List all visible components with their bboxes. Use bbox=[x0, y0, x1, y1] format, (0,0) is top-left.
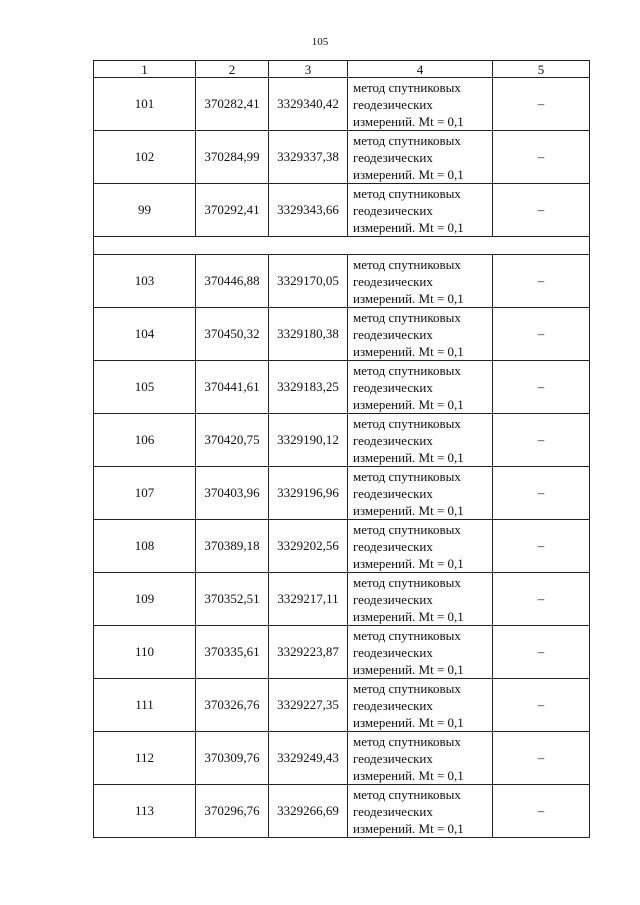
y-coordinate-cell: 3329223,87 bbox=[269, 626, 348, 679]
table-row bbox=[94, 308, 590, 361]
method-cell bbox=[348, 467, 493, 520]
method-cell bbox=[348, 785, 493, 838]
method-line-2: геодезических bbox=[353, 485, 433, 501]
method-line-3: измерений. Mt = 0,1 bbox=[353, 555, 464, 571]
x-coordinate-cell: 370441,61 bbox=[196, 361, 269, 414]
method-cell bbox=[348, 626, 493, 679]
method-line-3: измерений. Mt = 0,1 bbox=[353, 608, 464, 624]
point-id-cell: 110 bbox=[94, 626, 196, 679]
point-id-cell: 109 bbox=[94, 573, 196, 626]
group-separator-cell bbox=[94, 237, 590, 255]
point-id-cell: 99 bbox=[94, 184, 196, 237]
page-number: 105 bbox=[311, 36, 329, 48]
method-cell bbox=[348, 255, 493, 308]
x-coordinate-cell: 370352,51 bbox=[196, 573, 269, 626]
method-line-1: метод спутниковых bbox=[353, 733, 461, 749]
method-line-3: измерений. Mt = 0,1 bbox=[353, 714, 464, 730]
table-row bbox=[94, 679, 590, 732]
method-line-3: измерений. Mt = 0,1 bbox=[353, 767, 464, 783]
method-cell bbox=[348, 414, 493, 467]
table-row bbox=[94, 361, 590, 414]
method-line-1: метод спутниковых bbox=[353, 521, 461, 537]
column-header-1: 1 bbox=[94, 61, 196, 78]
method-line-2: геодезических bbox=[353, 273, 433, 289]
y-coordinate-cell: 3329340,42 bbox=[269, 78, 348, 131]
method-line-1: метод спутниковых bbox=[353, 309, 461, 325]
y-coordinate-cell: 3329343,66 bbox=[269, 184, 348, 237]
x-coordinate-cell: 370296,76 bbox=[196, 785, 269, 838]
x-coordinate-cell: 370282,41 bbox=[196, 78, 269, 131]
table-row bbox=[94, 573, 590, 626]
point-id-cell: 112 bbox=[94, 732, 196, 785]
table-row bbox=[94, 732, 590, 785]
method-line-2: геодезических bbox=[353, 538, 433, 554]
method-line-2: геодезических bbox=[353, 326, 433, 342]
method-line-2: геодезических bbox=[353, 379, 433, 395]
table-row bbox=[94, 520, 590, 573]
note-cell: – bbox=[493, 308, 590, 361]
method-line-1: метод спутниковых bbox=[353, 468, 461, 484]
x-coordinate-cell: 370335,61 bbox=[196, 626, 269, 679]
method-line-1: метод спутниковых bbox=[353, 680, 461, 696]
method-line-2: геодезических bbox=[353, 644, 433, 660]
x-coordinate-cell: 370326,76 bbox=[196, 679, 269, 732]
x-coordinate-cell: 370403,96 bbox=[196, 467, 269, 520]
method-cell bbox=[348, 361, 493, 414]
coordinates-table bbox=[93, 60, 590, 838]
point-id-cell: 102 bbox=[94, 131, 196, 184]
method-line-3: измерений. Mt = 0,1 bbox=[353, 502, 464, 518]
method-line-1: метод спутниковых bbox=[353, 786, 461, 802]
x-coordinate-cell: 370292,41 bbox=[196, 184, 269, 237]
table-header-row bbox=[94, 61, 590, 78]
method-line-2: геодезических bbox=[353, 96, 433, 112]
method-cell bbox=[348, 78, 493, 131]
y-coordinate-cell: 3329190,12 bbox=[269, 414, 348, 467]
y-coordinate-cell: 3329196,96 bbox=[269, 467, 348, 520]
note-cell: – bbox=[493, 78, 590, 131]
x-coordinate-cell: 370446,88 bbox=[196, 255, 269, 308]
note-cell: – bbox=[493, 467, 590, 520]
y-coordinate-cell: 3329249,43 bbox=[269, 732, 348, 785]
table-row bbox=[94, 467, 590, 520]
point-id-cell: 105 bbox=[94, 361, 196, 414]
method-line-2: геодезических bbox=[353, 697, 433, 713]
method-line-3: измерений. Mt = 0,1 bbox=[353, 820, 464, 836]
y-coordinate-cell: 3329202,56 bbox=[269, 520, 348, 573]
note-cell: – bbox=[493, 732, 590, 785]
method-line-3: измерений. Mt = 0,1 bbox=[353, 219, 464, 235]
note-cell: – bbox=[493, 131, 590, 184]
y-coordinate-cell: 3329227,35 bbox=[269, 679, 348, 732]
method-cell bbox=[348, 308, 493, 361]
method-line-3: измерений. Mt = 0,1 bbox=[353, 661, 464, 677]
column-header-5: 5 bbox=[493, 61, 590, 78]
x-coordinate-cell: 370309,76 bbox=[196, 732, 269, 785]
method-line-2: геодезических bbox=[353, 149, 433, 165]
method-line-1: метод спутниковых bbox=[353, 185, 461, 201]
method-line-3: измерений. Mt = 0,1 bbox=[353, 343, 464, 359]
y-coordinate-cell: 3329183,25 bbox=[269, 361, 348, 414]
point-id-cell: 106 bbox=[94, 414, 196, 467]
note-cell: – bbox=[493, 361, 590, 414]
column-header-4: 4 bbox=[348, 61, 493, 78]
method-line-1: метод спутниковых bbox=[353, 256, 461, 272]
method-line-1: метод спутниковых bbox=[353, 627, 461, 643]
method-line-1: метод спутниковых bbox=[353, 132, 461, 148]
method-line-2: геодезических bbox=[353, 591, 433, 607]
note-cell: – bbox=[493, 414, 590, 467]
x-coordinate-cell: 370420,75 bbox=[196, 414, 269, 467]
table-row bbox=[94, 414, 590, 467]
x-coordinate-cell: 370389,18 bbox=[196, 520, 269, 573]
column-header-2: 2 bbox=[196, 61, 269, 78]
method-line-3: измерений. Mt = 0,1 bbox=[353, 449, 464, 465]
method-cell bbox=[348, 679, 493, 732]
group-separator-row bbox=[94, 237, 590, 255]
note-cell: – bbox=[493, 785, 590, 838]
x-coordinate-cell: 370284,99 bbox=[196, 131, 269, 184]
method-line-1: метод спутниковых bbox=[353, 362, 461, 378]
table-row bbox=[94, 785, 590, 838]
note-cell: – bbox=[493, 255, 590, 308]
point-id-cell: 111 bbox=[94, 679, 196, 732]
table-row bbox=[94, 78, 590, 131]
y-coordinate-cell: 3329180,38 bbox=[269, 308, 348, 361]
table-row bbox=[94, 131, 590, 184]
method-line-2: геодезических bbox=[353, 432, 433, 448]
point-id-cell: 107 bbox=[94, 467, 196, 520]
method-line-3: измерений. Mt = 0,1 bbox=[353, 290, 464, 306]
method-cell bbox=[348, 520, 493, 573]
note-cell: – bbox=[493, 573, 590, 626]
note-cell: – bbox=[493, 679, 590, 732]
table-row bbox=[94, 626, 590, 679]
method-cell bbox=[348, 184, 493, 237]
method-line-2: геодезических bbox=[353, 750, 433, 766]
method-line-1: метод спутниковых bbox=[353, 415, 461, 431]
y-coordinate-cell: 3329217,11 bbox=[269, 573, 348, 626]
table-row bbox=[94, 184, 590, 237]
table-body bbox=[94, 78, 590, 838]
note-cell: – bbox=[493, 184, 590, 237]
column-header-3: 3 bbox=[269, 61, 348, 78]
point-id-cell: 113 bbox=[94, 785, 196, 838]
method-cell bbox=[348, 732, 493, 785]
table-row bbox=[94, 255, 590, 308]
y-coordinate-cell: 3329170,05 bbox=[269, 255, 348, 308]
method-line-1: метод спутниковых bbox=[353, 79, 461, 95]
method-cell bbox=[348, 573, 493, 626]
point-id-cell: 108 bbox=[94, 520, 196, 573]
method-line-3: измерений. Mt = 0,1 bbox=[353, 166, 464, 182]
x-coordinate-cell: 370450,32 bbox=[196, 308, 269, 361]
method-line-3: измерений. Mt = 0,1 bbox=[353, 113, 464, 129]
note-cell: – bbox=[493, 626, 590, 679]
point-id-cell: 103 bbox=[94, 255, 196, 308]
method-line-2: геодезических bbox=[353, 202, 433, 218]
point-id-cell: 101 bbox=[94, 78, 196, 131]
method-line-3: измерений. Mt = 0,1 bbox=[353, 396, 464, 412]
y-coordinate-cell: 3329266,69 bbox=[269, 785, 348, 838]
note-cell: – bbox=[493, 520, 590, 573]
y-coordinate-cell: 3329337,38 bbox=[269, 131, 348, 184]
method-line-1: метод спутниковых bbox=[353, 574, 461, 590]
method-cell bbox=[348, 131, 493, 184]
method-line-2: геодезических bbox=[353, 803, 433, 819]
point-id-cell: 104 bbox=[94, 308, 196, 361]
